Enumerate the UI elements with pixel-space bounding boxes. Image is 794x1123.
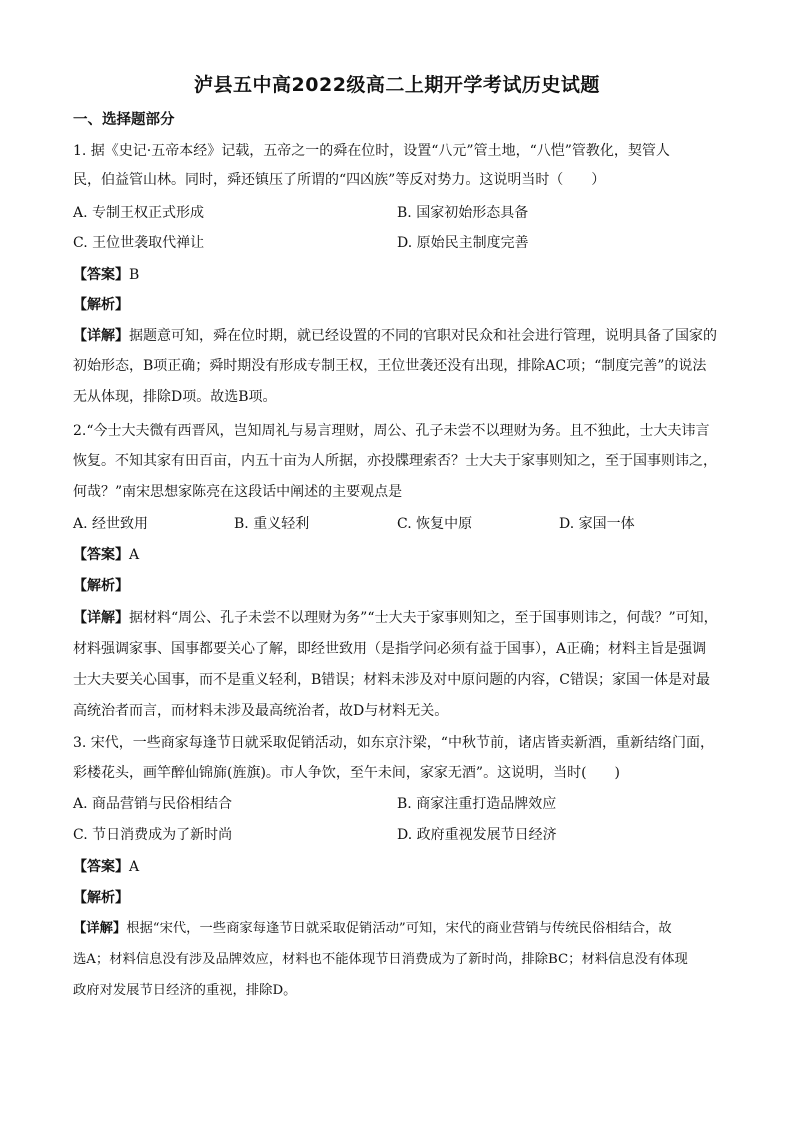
q2-option-a: A. 经世致用 (73, 516, 149, 532)
q2-stem-line2: 恢复。不知其家有田百亩，内五十亩为人所据，亦投牒理索否？士大夫于家事则知之，至于国事则讳之， (73, 453, 717, 469)
page-title: 泸县五中高2022级高二上期开学考试历史试题 (194, 74, 600, 96)
analysis-label: 【解析】 (73, 890, 129, 906)
q2-option-d: D. 家国一体 (559, 516, 635, 532)
q2-option-b: B. 重义轻利 (234, 516, 310, 532)
q2-detail-line2: 材料强调家事、国事都要关心了解，即经世致用（是指学问必须有益于国事），A正确；材料主旨是强调 (73, 641, 707, 657)
q1-answer (73, 264, 723, 286)
q3-option-c: C. 节日消费成为了新时尚 (73, 827, 233, 843)
q2-answer (73, 544, 723, 566)
answer-label: 【答案】 (73, 547, 129, 563)
detail-label: 【详解】 (73, 921, 127, 936)
answer-label: 【答案】 (73, 267, 129, 283)
answer-label: 【答案】 (73, 859, 129, 875)
q1-analysis (73, 294, 723, 316)
q2-option-c: C. 恢复中原 (397, 516, 473, 532)
q1-detail-text1: 据题意可知，舜在位时期，就已经设置的不同的官职对民众和社会进行管理，说明具备了国家的 (129, 328, 717, 344)
q1-detail-line2: 初始形态，B项正确；舜时期没有形成专制王权，王位世袭还没有出现，排除AC项；“制度完善”的说法 (73, 358, 707, 374)
q3-detail-line3: 政府对发展节日经济的重视，排除D。 (73, 983, 297, 998)
q3-option-b: B. 商家注重打造品牌效应 (397, 796, 557, 812)
q3-answer-value: A (129, 859, 140, 875)
q3-option-a: A. 商品营销与民俗相结合 (73, 796, 233, 812)
q1-option-a: A. 专制王权正式形成 (73, 205, 205, 221)
q1-option-c: C. 王位世袭取代禅让 (73, 235, 205, 251)
q3-stem-line1: 3. 宋代，一些商家每逢节日就采取促销活动，如东京汴梁，“中秋节前，诸店皆卖新酒，重新结络门面， (73, 735, 714, 751)
q2-stem-line1: 2.“今士大夫微有西晋风，岂知周礼与易言理财，周公、孔子未尝不以理财为务。且不独此，士大夫讳言 (73, 423, 710, 439)
q3-detail-line1 (73, 918, 723, 940)
q1-answer-value: B (129, 267, 140, 283)
q3-stem-line2: 彩楼花头，画竿醉仙锦旆(旌旗)。市人争饮，至午未间，家家无酒”。这说明，当时( ) (73, 765, 621, 781)
q1-detail-line1 (73, 325, 723, 347)
q1-option-d: D. 原始民主制度完善 (397, 235, 529, 251)
detail-label: 【详解】 (73, 610, 129, 626)
q2-detail-text1: 据材料“周公、孔子未尝不以理财为务”“士大夫于家事则知之，至于国事则讳之，何哉？”可知， (129, 610, 718, 626)
q2-detail-line3: 士大夫要关心国事，而不是重义轻利，B错误；材料未涉及对中原问题的内容，C错误；家国一体是对最 (73, 672, 710, 688)
analysis-label: 【解析】 (73, 578, 129, 594)
q2-stem-line3: 何哉？”南宋思想家陈亮在这段话中阐述的主要观点是 (73, 484, 403, 500)
q1-stem-line1: 1. 据《史记·五帝本经》记载，五帝之一的舜在位时，设置“八元”管土地，“八恺”管教化，契管人 (73, 143, 670, 159)
analysis-label: 【解析】 (73, 297, 129, 313)
q1-detail-line3: 无从体现，排除D项。故选B项。 (73, 389, 277, 405)
q2-analysis (73, 575, 723, 597)
q1-stem-line2: 民，伯益管山林。同时，舜还镇压了所谓的“四凶族”等反对势力。这说明当时（ ） (73, 172, 606, 188)
detail-label: 【详解】 (73, 328, 129, 344)
q3-option-d: D. 政府重视发展节日经济 (397, 827, 557, 843)
section-heading: 一、选择题部分 (73, 112, 175, 128)
q1-option-b: B. 国家初始形态具备 (397, 205, 529, 221)
q2-detail-line1 (73, 607, 723, 629)
q2-detail-line4: 高统治者而言，而材料未涉及最高统治者，故D与材料无关。 (73, 703, 449, 719)
q3-answer (73, 856, 723, 878)
q3-detail-text1: 根据“宋代，一些商家每逢节日就采取促销活动”可知，宋代的商业营销与传统民俗相结合，故 (126, 921, 672, 936)
q3-detail-line2: 选A；材料信息没有涉及品牌效应，材料也不能体现节日消费成为了新时尚，排除BC；材料信息没有体现 (73, 952, 688, 967)
q2-answer-value: A (129, 547, 140, 563)
q3-analysis (73, 887, 723, 909)
